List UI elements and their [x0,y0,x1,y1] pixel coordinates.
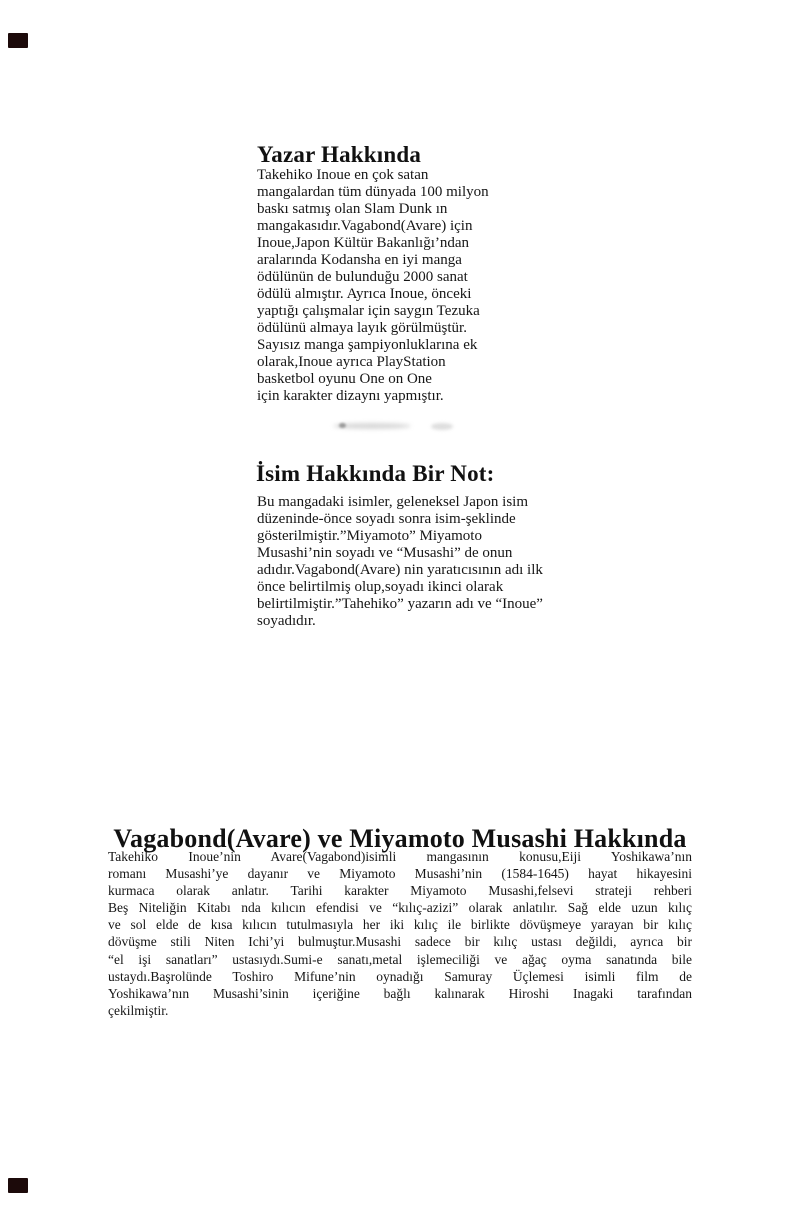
text-line: Takehiko Inoue’nin Avare(Vagabond)isimli mangasının konusu,Eiji Yoshikawa’nın [108,849,692,864]
vagabond-paragraph [108,848,692,1019]
text-line: romanı Musashi’ye dayanır ve Miyamoto Musashi’nin (1584-1645) hayat hikayesini [108,866,692,882]
text-line: olarak,Inoue ayrıca PlayStation [257,354,446,370]
text-line: için karakter dizaynı yapmıştır. [257,388,444,404]
text-line: ustaydı.Başrolünde Toshiro Mifune’nin oynadığı Samuray Üçlemesi isimli film de [108,968,692,984]
text-line: baskı satmış olan Slam Dunk ın [257,201,448,217]
smudge-dot [339,423,346,428]
text-line: basketbol oyunu One on One [257,371,432,387]
smudge-blob [431,423,453,430]
text-line: önce belirtilmiş olup,soyadı ikinci olarak [257,579,504,595]
text-line: yaptığı çalışmalar için saygın Tezuka [257,303,480,319]
text-line: soyadıdır. [257,613,316,629]
text-line: “el işi sanatları” ustasıydı.Sumi-e sanatı,metal işlemeciliği ve ağaç oyma sanatında bile [108,951,692,967]
text-line: çekilmiştir. [108,1002,169,1018]
text-line: ödülü almıştır. Ayrıca Inoue, önceki [257,286,472,302]
text-line: Sayısız manga şampiyonluklarına ek [257,337,478,353]
text-line: aralarında Kodansha en iyi manga [257,252,462,268]
text-line: gösterilmiştir.”Miyamoto” Miyamoto [257,528,482,544]
eraser-smudge-artifact [333,420,463,434]
text-line: adıdır.Vagabond(Avare) nin yaratıcısının adı ilk [257,562,543,578]
author-paragraph [257,167,517,405]
smudge-blob [333,423,411,429]
text-line: Musashi’nin soyadı ve “Musashi” de onun [257,545,513,561]
text-line: Beş Niteliğin Kitabı nda kılıcın efendisi ve “kılıç-azizi” olarak anlatılır. Sağ elde uzun kılıç [108,900,692,916]
text-line: belirtilmiştir.”Tahehiko” yazarın adı ve “Inoue” [257,596,543,612]
author-section-heading: Yazar Hakkında [257,142,422,168]
text-line: düzeninde-önce soyadı sonra isim-şeklinde [257,511,516,527]
name-note-section-heading: İsim Hakkında Bir Not: [256,461,495,487]
text-line: mangalardan tüm dünyada 100 milyon [257,184,489,200]
scan-mark-top-left [8,33,28,48]
text-line: Takehiko Inoue en çok satan [257,167,429,183]
text-line: Bu mangadaki isimler, geleneksel Japon isim [257,494,529,510]
text-line: mangakasıdır.Vagabond(Avare) için [257,218,473,234]
text-line: Yoshikawa’nın Musashi’sinin içeriğine bağlı kalınarak Hiroshi Inagaki tarafından [108,985,692,1001]
vagabond-section-heading: Vagabond(Avare) ve Miyamoto Musashi Hakkında [113,824,687,854]
text-line: ödülünün de bulunduğu 2000 sanat [257,269,468,285]
text-line: Inoue,Japon Kültür Bakanlığı’ndan [257,235,470,251]
text-line: ve sol elde de kısa kılıcın tutulmasıyla her iki kılıç ile birlikte dövüşmeye yarayan bir kılıç [108,917,692,933]
text-line: kurmaca olarak anlatır. Tarihi karakter Miyamoto Musashi,felsevi strateji rehberi [108,883,692,899]
name-note-paragraph [257,494,567,630]
text-line: dövüşme stili Niten Ichi’yi bulmuştur.Musashi sadece bir kılıç ustası değildi, ayrıca bir [108,934,692,950]
scan-mark-bottom-left [8,1178,28,1193]
text-line: ödülünü almaya layık görülmüştür. [257,320,467,336]
